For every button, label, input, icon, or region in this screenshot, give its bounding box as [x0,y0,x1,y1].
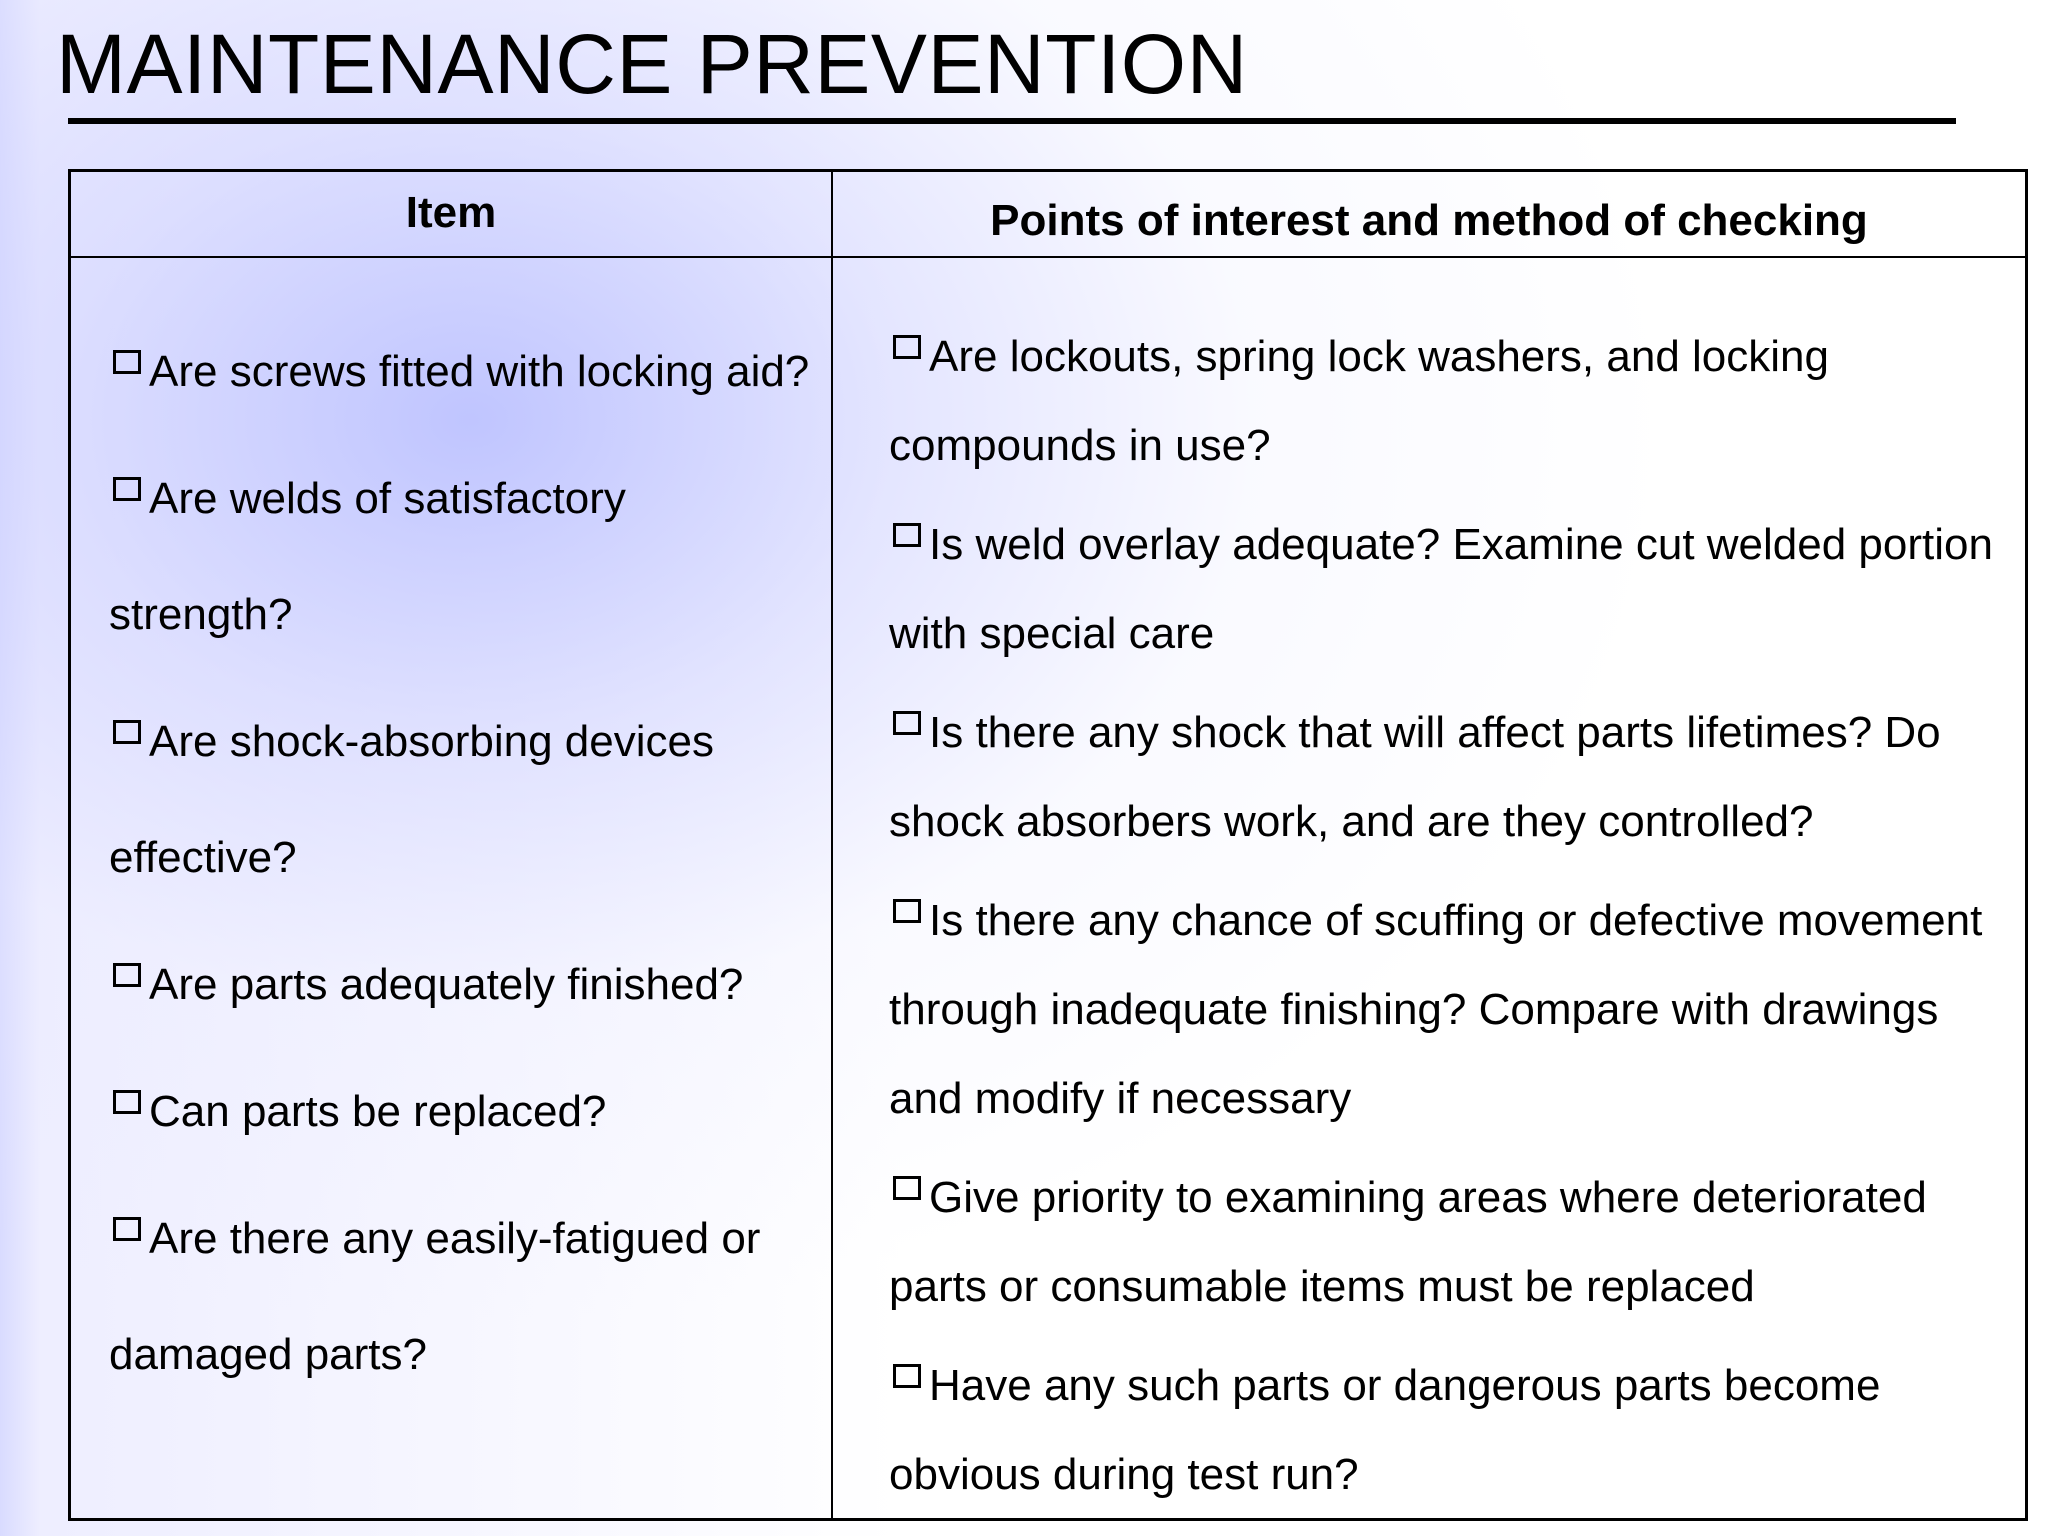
header-divider [71,256,2025,258]
point-text: Give priority to examining areas where deteriorated parts or consumable items must be replaced [889,1173,1927,1311]
checkbox-icon [893,1176,921,1200]
point-text: Is weld overlay adequate? Examine cut welded portion with special care [889,520,1993,658]
item-text: Are screws fitted with locking aid? [149,347,810,396]
point-row [889,312,2014,490]
item-text: Are shock-absorbing devices effective? [109,717,714,882]
item-text: Are welds of satisfactory strength? [109,474,626,639]
checkbox-icon [113,350,141,374]
point-row [889,1341,2014,1519]
checkbox-icon [893,523,921,547]
item-row [109,684,819,916]
checkbox-icon [893,335,921,359]
point-text: Is there any chance of scuffing or defective movement through inadequate finishing? Compare with drawings and modify if necessary [889,896,1983,1123]
point-text: Have any such parts or dangerous parts become obvious during test run? [889,1361,1881,1499]
checklist-table [68,169,2028,1521]
item-text: Are there any easily-fatigued or damaged parts? [109,1214,761,1379]
checkbox-icon [113,1090,141,1114]
item-text: Are parts adequately finished? [149,960,744,1009]
checkbox-icon [113,963,141,987]
header-points: Points of interest and method of checking [990,196,1868,245]
column-divider [831,172,833,1518]
item-row [109,314,819,430]
points-list [889,312,2014,1529]
point-text: Is there any shock that will affect parts lifetimes? Do shock absorbers work, and are they controlled? [889,708,1941,846]
checkbox-icon [113,1217,141,1241]
slide-title: MAINTENANCE PREVENTION [56,17,1248,111]
point-text: Are lockouts, spring lock washers, and locking compounds in use? [889,332,1829,470]
checkbox-icon [113,477,141,501]
item-row [109,441,819,673]
item-row [109,927,819,1043]
checkbox-icon [113,720,141,744]
checkbox-icon [893,1364,921,1388]
item-text: Can parts be replaced? [149,1087,607,1136]
point-row [889,688,2014,866]
item-row [109,1054,819,1170]
item-row [109,1181,819,1413]
title-underline [68,118,1956,124]
point-row [889,1153,2014,1331]
checkbox-icon [893,899,921,923]
point-row [889,876,2014,1143]
checkbox-icon [893,711,921,735]
header-item: Item [405,188,497,237]
item-list [109,314,819,1424]
point-row [889,500,2014,678]
